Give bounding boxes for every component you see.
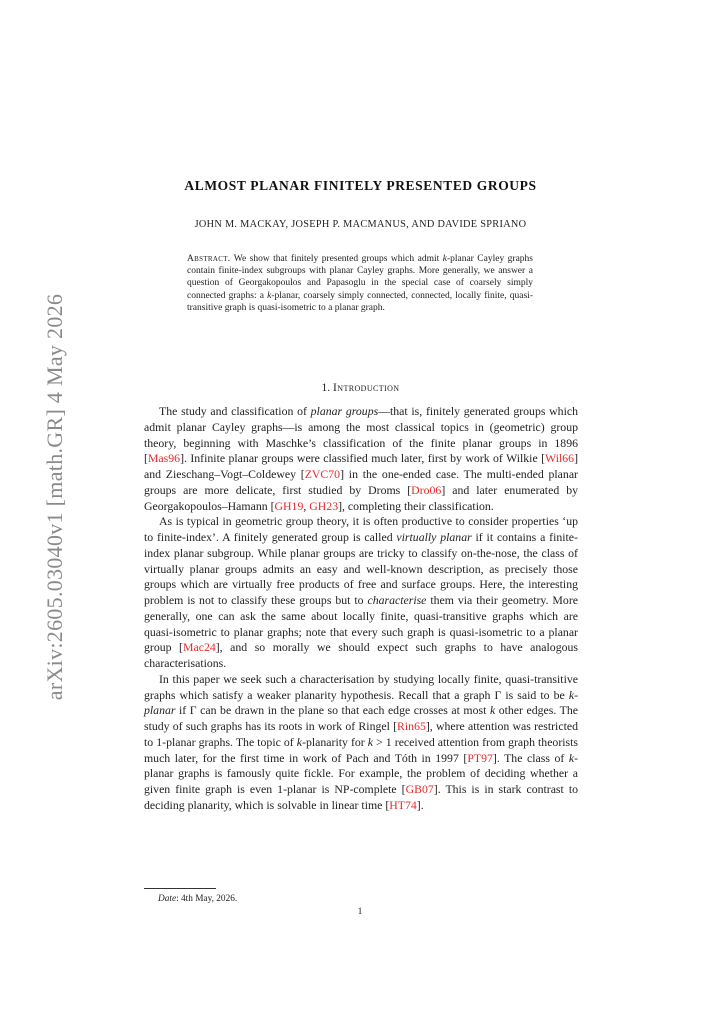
paper-title: ALMOST PLANAR FINITELY PRESENTED GROUPS bbox=[184, 178, 537, 193]
paragraph-text: ]. This is in stark contrast to deciding planarity, which is solvable in linear time [ bbox=[144, 782, 578, 812]
paragraph-text: ]. bbox=[416, 797, 424, 812]
paragraph-text: ] in the one-ended case. The multi-ended planar groups are more delicate, first studied by Droms [ bbox=[144, 467, 578, 497]
paragraph-text: —that is, finitely generated groups which admit planar Cayley graphs—is among the most classical topics in (geometric) group theory, beginning with Maschke’s classification of the finite planar groups in 1896 [ bbox=[144, 404, 578, 466]
emphasis: k-planar bbox=[144, 687, 578, 718]
emphasis: planar groups bbox=[310, 404, 379, 418]
section-heading bbox=[120, 382, 601, 394]
citation-link[interactable]: Mas96 bbox=[147, 451, 181, 466]
citation-link[interactable]: PT97 bbox=[467, 750, 493, 765]
emphasis: k bbox=[367, 734, 374, 749]
paragraph-text: ], and so morally we should expect such graphs to have analogous characterisations. bbox=[144, 640, 578, 670]
abstract-label: Abstract. bbox=[187, 254, 231, 264]
paragraph-text: ] and Zieschang–Vogt–Coldewey [ bbox=[144, 451, 578, 481]
paragraph-text: ], completing their classification. bbox=[338, 498, 494, 513]
citation-link[interactable]: Rin65 bbox=[397, 719, 426, 733]
paragraph bbox=[144, 672, 578, 814]
emphasis: characterise bbox=[367, 593, 427, 607]
emphasis: virtually planar bbox=[396, 530, 472, 544]
abstract-math: k bbox=[442, 254, 447, 264]
paragraph-text: In this paper we seek such a characterisation by studying locally finite, quasi-transitive graphs which satisfy a weaker planarity hypothesis. Recall that a graph Γ is said to be bbox=[144, 671, 578, 702]
paragraph-text: ]. The class of bbox=[492, 750, 569, 765]
paragraph-text: if it contains a finite-index planar subgroup. While planar groups are tricky to classify on-the-nose, the class of virtually planar groups admits an easy and well-known description, as precisely those groups which are virtually free products of free and surface groups. Here, the interesting problem is not to classify these groups but to bbox=[144, 530, 578, 607]
citation-link[interactable]: Mac24 bbox=[182, 640, 216, 655]
paragraph-text: ]. Infinite planar groups were classified much later, first by work of Wilkie [ bbox=[180, 451, 546, 466]
citation-link[interactable]: GH19 bbox=[274, 498, 304, 513]
paragraph-text: -planar graphs is famously quite fickle. For example, the problem of deciding whether a given finite graph is even 1-planar is NP-complete [ bbox=[144, 750, 578, 796]
footnote-label: Date bbox=[158, 894, 177, 904]
emphasis: k bbox=[489, 703, 496, 718]
abstract-text: We show that finitely presented groups which admit bbox=[230, 254, 443, 264]
paragraph-text: , bbox=[303, 498, 310, 513]
paragraph-text: them via their geometry. More generally, one can ask the same about locally finite, quasi-transitive graphs which are quasi-isometric to planar graphs; note that every such graph is quasi-isometric to a planar group [ bbox=[144, 593, 578, 655]
page-number: 1 bbox=[357, 907, 363, 917]
paragraph-text: As is typical in geometric group theory, it is often productive to consider properties ‘up to finite-index’. A finitely generated group is called bbox=[144, 514, 578, 544]
section-title: Introduction bbox=[333, 382, 400, 394]
paragraph-text: > 1 received attention from graph theorists much later, for the first time in work of Pach and Tóth in 1997 [ bbox=[144, 734, 578, 765]
citation-link[interactable]: Dro06 bbox=[411, 482, 442, 497]
arxiv-identifier: arXiv:2605.03040v1 [math.GR] 4 May 2026 bbox=[42, 293, 67, 701]
citation-link[interactable]: Wil66 bbox=[545, 451, 575, 466]
paragraph-text: ] and later enumerated by Georgakopoulos–Hamann [ bbox=[144, 482, 578, 513]
paragraph-text: ], where attention was restricted to 1-planar graphs. The topic of bbox=[144, 719, 578, 749]
footnote bbox=[158, 894, 237, 904]
paragraph bbox=[144, 404, 578, 514]
abstract-text: -planar, coarsely simply connected, connected, locally finite, quasi-transitive graph is quasi-isometric to a planar graph. bbox=[187, 290, 533, 313]
paragraph-text: if Γ can be drawn in the plane so that each edge crosses at most bbox=[175, 703, 490, 718]
citation-link[interactable]: HT74 bbox=[389, 797, 417, 812]
paragraph bbox=[144, 514, 578, 672]
citation-link[interactable]: GH23 bbox=[309, 498, 339, 513]
footnote-divider bbox=[144, 888, 216, 889]
paragraph-text: The study and classification of bbox=[159, 404, 311, 418]
emphasis: k bbox=[296, 734, 303, 749]
emphasis: k bbox=[568, 750, 575, 765]
abstract bbox=[187, 253, 533, 314]
paragraph-text: -planarity for bbox=[302, 734, 368, 749]
paper-authors: JOHN M. MACKAY, JOSEPH P. MACMANUS, AND DAVIDE SPRIANO bbox=[194, 219, 527, 230]
introduction-body bbox=[144, 404, 578, 814]
abstract-text: -planar Cayley graphs contain finite-index subgroups with planar Cayley graphs. More generally, we answer a question of Georgakopoulos and Papasoglu in the special case of coarsely simply connected graphs: a bbox=[187, 254, 533, 301]
citation-link[interactable]: GB07 bbox=[405, 782, 434, 796]
section-number: 1. bbox=[321, 382, 331, 394]
footnote-text: : 4th May, 2026. bbox=[176, 894, 238, 904]
abstract-math: k bbox=[267, 290, 272, 301]
paragraph-text: other edges. The study of such graphs has its roots in work of Ringel [ bbox=[144, 703, 578, 733]
citation-link[interactable]: ZVC70 bbox=[304, 467, 341, 481]
